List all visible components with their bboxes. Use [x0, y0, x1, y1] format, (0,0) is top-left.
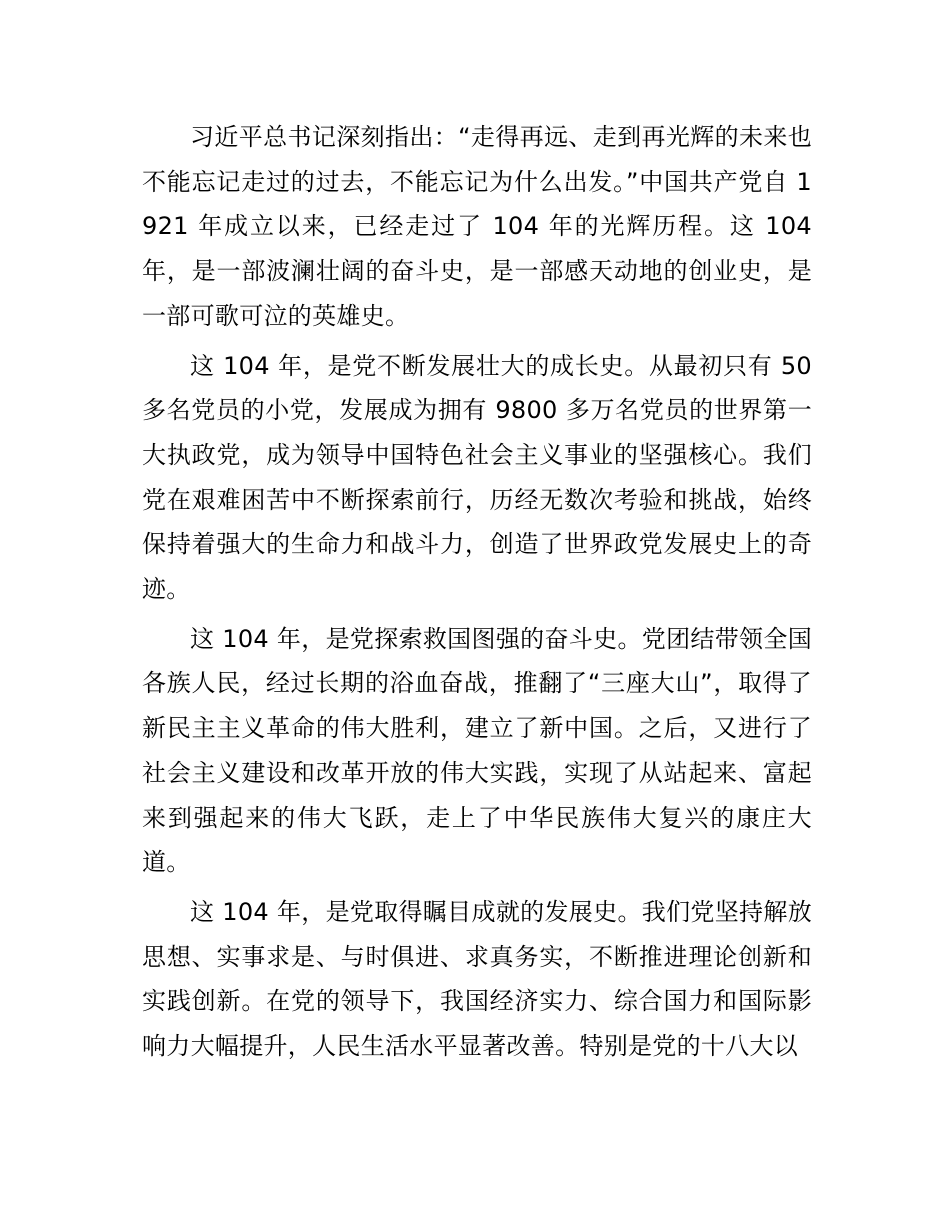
paragraph-1: 习近平总书记深刻指出：“走得再远、走到再光辉的未来也不能忘记走过的过去，不能忘记为什么出发。”中国共产党自 1921 年成立以来，已经走过了 104 年的光辉历程。这 104 年，是一部波澜壮阔的奋斗史，是一部感天动地的创业史，是一部可歌可泣的英雄史。	[142, 123, 812, 330]
paragraph-2: 这 104 年，是党不断发展壮大的成长史。从最初只有 50 多名党员的小党，发展成为拥有 9800 多万名党员的世界第一大执政党，成为领导中国特色社会主义事业的坚强核心。我们党在艰难困苦中不断探索前行，历经无数次考验和挑战，始终保持着强大的生命力和战斗力，创造了世界政党发展史上的奇迹。	[142, 351, 812, 604]
paragraph-4: 这 104 年，是党取得瞩目成就的发展史。我们党坚持解放思想、实事求是、与时俱进、求真务实，不断推进理论创新和实践创新。在党的领导下，我国经济实力、综合国力和国际影响力大幅提升，人民生活水平显著改善。特别是党的十八大以	[142, 897, 812, 1061]
paragraph-3: 这 104 年，是党探索救国图强的奋斗史。党团结带领全国各族人民，经过长期的浴血奋战，推翻了“三座大山”，取得了新民主主义革命的伟大胜利，建立了新中国。之后，又进行了社会主义建设和改革开放的伟大实践，实现了从站起来、富起来到强起来的伟大飞跃，走上了中华民族伟大复兴的康庄大道。	[142, 624, 812, 877]
document-body	[142, 115, 812, 1074]
